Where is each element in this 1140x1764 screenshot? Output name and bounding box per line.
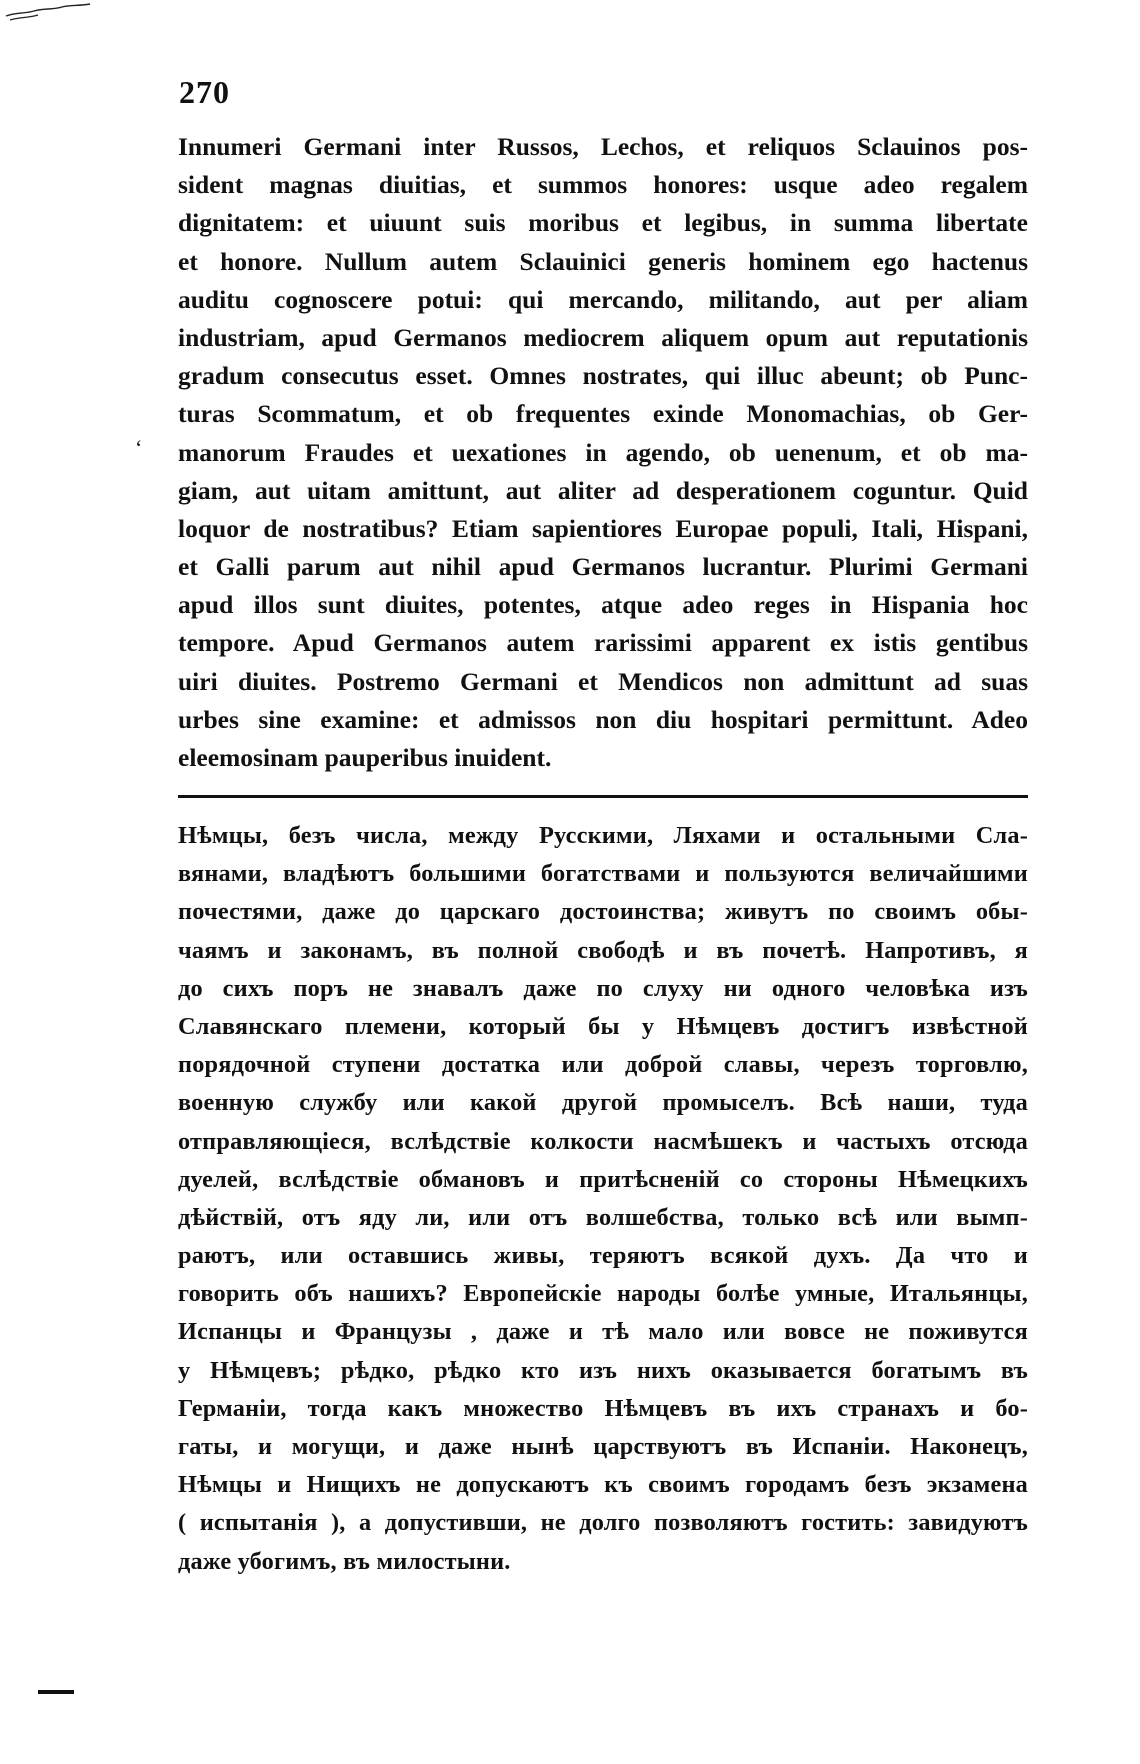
latin-line: apud illos sunt diuites, potentes, atque adeo reges in Hispania hoc xyxy=(178,590,1028,620)
latin-line: manorum Fraudes et uexationes in agendo, ob uenenum, et ob ma- xyxy=(178,437,1028,467)
russian-line: Германіи, тогда какъ множество Нѣмцевъ въ ихъ странахъ и бо- xyxy=(178,1394,1028,1422)
russian-line: говорить объ нашихъ? Европейскіе народы болѣе умные, Итальянцы, xyxy=(178,1280,1028,1308)
latin-line: eleemosinam pauperibus inuident. xyxy=(178,743,552,772)
russian-line: гаты, и могущи, и даже нынѣ царствуютъ въ Испаніи. Наконецъ, xyxy=(178,1433,1028,1460)
russian-line: ( испытанія ), а допустивши, не долго позволяютъ гостить: завидуютъ xyxy=(178,1509,1028,1537)
russian-line: раютъ, или оставшись живы, теряютъ всякой духъ. Да что и xyxy=(178,1242,1028,1270)
latin-line: loquor de nostratibus? Etiam sapientiores Europae populi, Itali, Hispani, xyxy=(178,513,1028,543)
russian-line: даже убогимъ, въ милостыни. xyxy=(178,1547,511,1575)
corner-pen-mark xyxy=(4,2,94,24)
latin-line: auditu cognoscere potui: qui mercando, militando, aut per aliam xyxy=(178,284,1028,314)
latin-line: et honore. Nullum autem Sclauinici generis hominem ego hactenus xyxy=(178,246,1028,276)
russian-line: Нѣмцы и Нищихъ не допускаютъ къ своимъ городамъ безъ экзамена xyxy=(178,1471,1028,1499)
russian-line: Испанцы и Французы , даже и тѣ мало или вовсе не поживутся xyxy=(178,1318,1028,1346)
russian-line: отправляющіеся, вслѣдствіе колкости насмѣшекъ и частыхъ отсюда xyxy=(178,1127,1028,1155)
margin-mark: ‘ xyxy=(135,435,143,460)
russian-line: Нѣмцы, безъ числа, между Русскими, Ляхами и остальными Сла- xyxy=(178,822,1028,849)
latin-paragraph xyxy=(178,128,1028,777)
section-divider xyxy=(178,795,1028,798)
russian-line: дѣйствій, отъ яду ли, или отъ волшебства, только всѣ или вымп- xyxy=(178,1203,1028,1231)
russian-line: военную службу или какой другой промыселъ. Всѣ наши, туда xyxy=(178,1089,1028,1117)
russian-line: почестями, даже до царскаго достоинства; живутъ по своимъ обы- xyxy=(178,898,1028,926)
russian-paragraph xyxy=(178,817,1028,1581)
russian-line: у Нѣмцевъ; рѣдко, рѣдко кто изъ нихъ оказывается богатымъ въ xyxy=(178,1356,1028,1384)
latin-line: et Galli parum aut nihil apud Germanos lucrantur. Plurimi Germani xyxy=(178,552,1028,582)
latin-line: dignitatem: et uiuunt suis moribus et legibus, in summa libertate xyxy=(178,208,1028,238)
latin-line: giam, aut uitam amittunt, aut aliter ad desperationem coguntur. Quid xyxy=(178,475,1028,505)
latin-line: sident magnas diuitias, et summos honores: usque adeo regalem xyxy=(178,170,1028,200)
latin-line: Innumeri Germani inter Russos, Lechos, et reliquos Sclauinos pos- xyxy=(178,132,1028,161)
russian-line: до сихъ поръ не знавалъ даже по слуху ни одного человѣка изъ xyxy=(178,974,1028,1002)
latin-line: urbes sine examine: et admissos non diu hospitari permittunt. Adeo xyxy=(178,704,1028,734)
russian-line: вянами, владѣютъ большими богатствами и пользуются величайшими xyxy=(178,860,1028,888)
latin-line: turas Scommatum, et ob frequentes exinde Monomachias, ob Ger- xyxy=(178,399,1028,429)
latin-line: uiri diuites. Postremo Germani et Mendicos non admittunt ad suas xyxy=(178,666,1028,696)
russian-line: чаямъ и законамъ, въ полной свободѣ и въ почетѣ. Напротивъ, я xyxy=(178,936,1028,964)
latin-line: gradum consecutus esset. Omnes nostrates, qui illuc abeunt; ob Punc- xyxy=(178,361,1028,391)
russian-line: Славянскаго племени, который бы у Нѣмцевъ достигъ извѣстной xyxy=(178,1012,1028,1040)
russian-line: порядочной ступени достатка или доброй славы, черезъ торговлю, xyxy=(178,1051,1028,1079)
russian-line: дуелей, вслѣдствіе обмановъ и притѣсненій со стороны Нѣмецкихъ xyxy=(178,1165,1028,1193)
page-number: 270 xyxy=(179,74,230,110)
latin-line: industriam, apud Germanos mediocrem aliquem opum aut reputationis xyxy=(178,322,1028,352)
latin-line: tempore. Apud Germanos autem rarissimi apparent ex istis gentibus xyxy=(178,628,1028,658)
margin-dash-mark xyxy=(38,1690,74,1694)
